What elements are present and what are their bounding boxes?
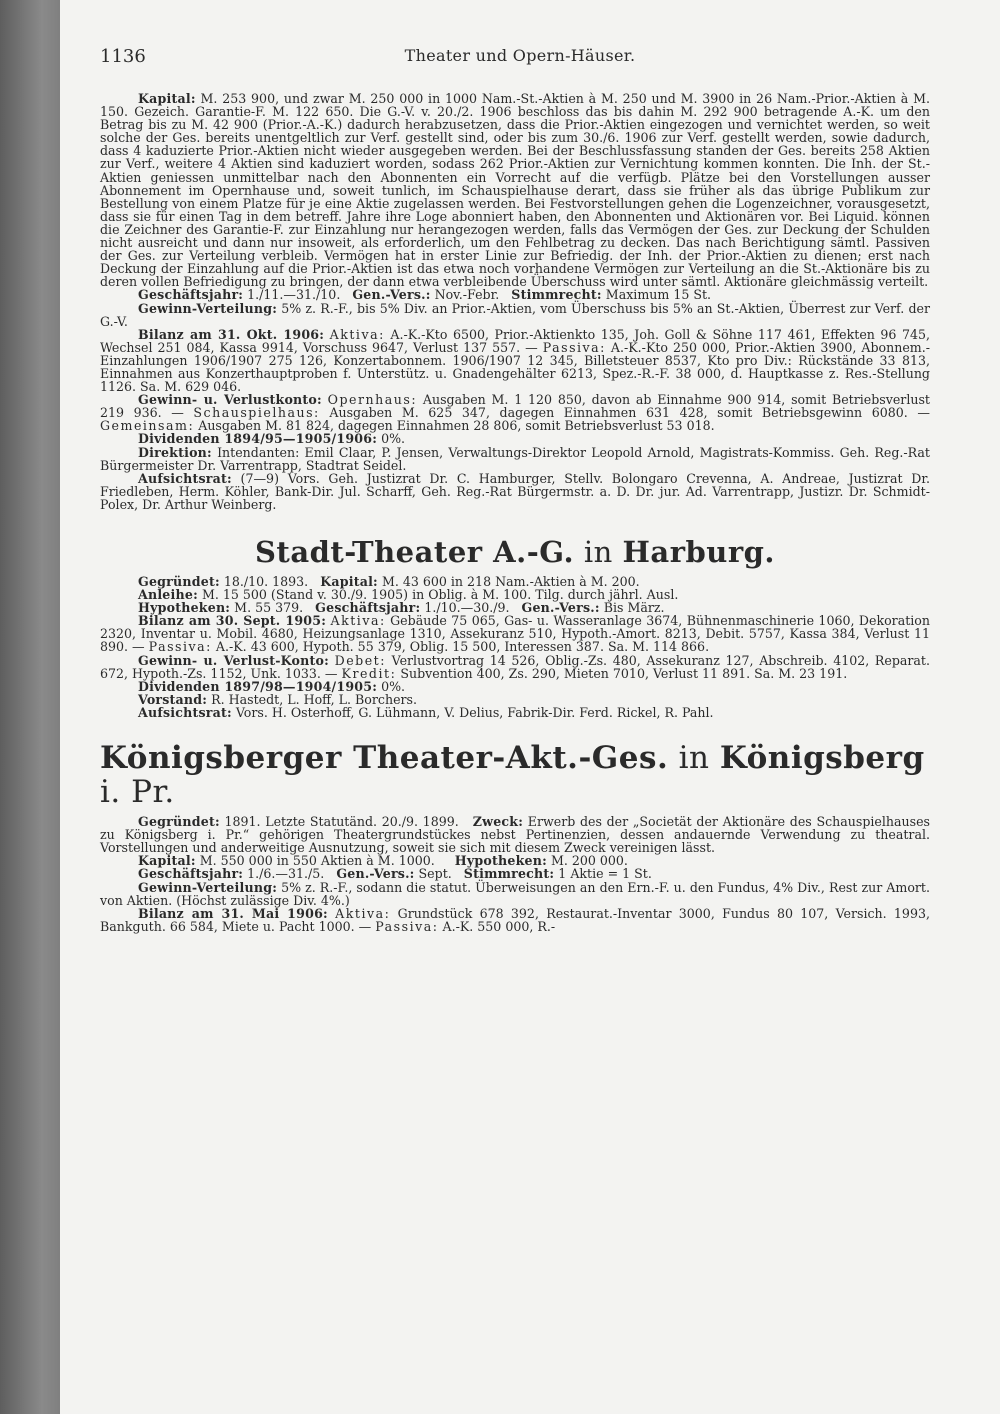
text: Maximum 15 St. (605, 287, 712, 303)
label: Bilanz am 30. Sept. 1905: (138, 613, 327, 629)
text: 18./10. 1893. (223, 574, 309, 589)
text: M. 43 600 in 218 Nam.-Aktien à M. 200. (381, 574, 640, 589)
text: 5% z. R.-F., sodann die statut. Überweisungen an den Ern.-F. u. den Fundus, 4% Div., Rest zur Amort. von Aktien. (Höchst zulässige Div. 4%.) (100, 879, 930, 908)
gegruendet-paragraph (100, 815, 930, 854)
text: M. 55 379. (234, 600, 304, 616)
label: Gemeinsam: (100, 418, 195, 434)
label: Debet: (334, 652, 386, 668)
label: Geschäftsjahr: (315, 600, 421, 616)
label: Kapital: (320, 574, 378, 589)
label: Gegründet: (138, 574, 220, 589)
text: Grundstück 678 392, Restaurat.-Inventar 3000, Fundus 80 107, Versich. 1993, Bankguth. 66 584, Miete u. Pacht 1000. — (100, 905, 930, 934)
label: Stimmrecht: (511, 287, 602, 303)
label: Geschäftsjahr: (138, 287, 244, 303)
text: 5% z. R.-F., bis 5% Div. an Prior.-Aktien, vom Überschuss bis 5% an St.-Aktien, Überrest zur Verf. der G.-V. (100, 300, 930, 329)
bilanz-paragraph: Bilanz am 31. Okt. 1906: Aktiva: A.-K.-Kto 6500, Prior.-Aktienkto 135, Joh. Goll & Söhne 117 461, Effekten 96 745, Wechsel 251 084, Kassa 9914, Vorschuss 9647, Verlust 137 557. — Passiva: A.-K.-Kto 250 000, Prior.-Aktien 3900, Abonnem.-Einzahlungen 1906/1907 275 126, Konzertabonnem. 1906/1907 12 345, Billetsteuer 8537, Kto pro Div.: Rückstände 33 813, Einnahmen aus Konzerthauptproben f. Unterstütz. u. Gnadengehälter 6213, Spez.-R.-F. 38 000, d. Hauptkasse z. Res.-Stellung 1126. Sa. M. 629 046. (100, 326, 930, 395)
aufsichtsrat-paragraph (100, 706, 930, 719)
label: Kapital: (138, 91, 196, 106)
aufsichtsrat-paragraph (100, 472, 930, 511)
label: Gegründet: (138, 814, 220, 830)
label: Gen.-Vers.: (336, 866, 415, 882)
label: Geschäftsjahr: (138, 866, 244, 882)
label: Gewinn- u. Verlust-Konto: (138, 652, 329, 668)
label: Dividenden 1897/98—1904/1905: (138, 678, 378, 694)
text: Verlustvortrag 14 526, Oblig.-Zs. 480, Assekuranz 127, Abschreib. 4102, Reparat. 672, Hypoth.-Zs. 1152, Unk. 1033. — (100, 652, 930, 681)
text: A.-K.-Kto 250 000, Prior.-Aktien 3900, Abonnem.-Einzahlungen 1906/1907 275 126, Konzertabonnem. 1906/1907 12 345, Billetsteuer 8537, Kto pro Div.: Rückstände 33 813, Einnahmen aus Konzerthauptproben f. Unterstütz. u. Gnadengehälter 6213, Spez.-R.-F. 38 000, d. Hauptkasse z. Res.-Stellung 1126. Sa. M. 629 046. (100, 339, 930, 395)
gewinn-verteilung-paragraph (100, 881, 930, 907)
label: Hypotheken: (454, 853, 547, 869)
label: Aktiva: (330, 613, 386, 629)
text: 0%. (381, 678, 406, 694)
label: Gewinn- u. Verlustkonto: (138, 392, 322, 408)
label: Gewinn-Verteilung: (138, 300, 278, 316)
direktion-paragraph (100, 446, 930, 472)
label: Aktiva: (329, 326, 385, 342)
text: A.-K. 43 600, Hypoth. 55 379, Oblig. 15 500, Interessen 387. Sa. M. 114 866. (215, 639, 710, 655)
heading-part: in (678, 740, 710, 777)
guv-paragraph (100, 654, 930, 680)
text: (7—9) Vors. Geh. Justizrat Dr. C. Hamburger, Stellv. Bolongaro Crevenna, A. Andreae, Justizrat Dr. Friedleben, Herm. Köhler, Bank-Dir. Jul. Scharff, Geh. Reg.-Rat Bürgermstr. a. D. Dr. jur. Ad. Varrentrapp, Justizr. Dr. Schmidt-Polex, Dr. Arthur Weinberg. (100, 470, 930, 512)
label: Gewinn-Verteilung: (138, 879, 278, 895)
text: M. 200 000. (550, 853, 628, 869)
page-body (100, 92, 930, 933)
label: Zweck: (472, 814, 524, 830)
text: 1891. Letzte Statutänd. 20./9. 1899. (224, 814, 459, 830)
text: 1 Aktie = 1 St. (558, 866, 652, 882)
text: Erwerb des der „Societät der Aktionäre des Schauspielhauses zu Königsberg i. Pr.“ gehörigen Theatergrundstückes nebst Pertinenzien, dessen andauernde Verwendung zu theatral. Vorstellungen und anderweitige Ausnutzung, soweit sie sich mit diesem Zweck vereinigen lässt. (100, 814, 930, 856)
text: 1./10.—30./9. (424, 600, 510, 616)
heading-part: Stadt-Theater A.-G. (254, 535, 575, 569)
text: Ausgaben M. 625 347, dagegen Einnahmen 631 428, somit Betriebsgewinn 6080. — (329, 405, 930, 421)
heading-part: i. Pr. (100, 774, 175, 811)
label: Bilanz am 31. Mai 1906: (138, 905, 328, 921)
label: Opernhaus: (327, 392, 418, 408)
section-heading-koenigsberg (100, 741, 930, 809)
section-heading-harburg (100, 535, 930, 569)
document-page (60, 0, 1000, 1414)
text: Subvention 400, Zs. 290, Mieten 7010, Verlust 11 891. Sa. M. 23 191. (400, 665, 848, 681)
page-number: 1136 (100, 46, 146, 67)
text: A.-K.-Kto 6500, Prior.-Aktienkto 135, Joh. Goll & Söhne 117 461, Effekten 96 745, Wechsel 251 084, Kassa 9914, Vorschuss 9647, Verlust 137 557. (100, 326, 930, 355)
label: Bilanz am 31. Okt. 1906: (138, 326, 325, 342)
label: Stimmrecht: (463, 866, 555, 882)
text: A.-K. 550 000, R.- (442, 918, 556, 934)
heading-part: Königsberg (719, 740, 925, 777)
label: Schauspielhaus: (193, 405, 320, 421)
text: Nov.-Febr. (434, 287, 500, 303)
text: Sept. (418, 866, 452, 882)
text: 1./6.—31./5. (247, 866, 325, 882)
text: Vors. H. Osterhoff, G. Lühmann, V. Delius, Fabrik-Dir. Ferd. Rickel, R. Pahl. (235, 704, 714, 720)
page-header (100, 46, 940, 70)
text: 0%. (381, 431, 406, 447)
text: R. Hastedt, L. Hoff, L. Borchers. (211, 691, 418, 707)
heading-part: Königsberger Theater-Akt.-Ges. (100, 740, 669, 777)
kapital-paragraph (100, 92, 930, 288)
text: Ausgaben M. 1 120 850, davon ab Einnahme 900 914, somit Betriebsverlust 219 936. — (100, 392, 930, 421)
label: Gen.-Vers.: (352, 287, 431, 303)
label: Gen.-Vers.: (521, 600, 600, 616)
label: Direktion: (138, 444, 212, 460)
text: Ausgaben M. 81 824, dagegen Einnahmen 28 806, somit Betriebsverlust 53 018. (198, 418, 715, 434)
text: M. 550 000 in 550 Aktien à M. 1000. (199, 853, 435, 869)
bilanz-paragraph (100, 614, 930, 653)
label: Anleihe: (138, 587, 198, 603)
label: Kredit: (341, 665, 397, 681)
gewinn-verteilung-paragraph (100, 302, 930, 328)
label: Hypotheken: (138, 600, 231, 616)
text: Gebäude 75 065, Gas- u. Wasseranlage 3674, Bühnenmaschinerie 1060, Dekoration 2320, Inventar u. Mobil. 4680, Heizungsanlage 1310, Assekuranz 510, Hypoth.-Amort. 8213, Debit. 5757, Kassa 384, Verlust 11 890. — (100, 613, 930, 655)
label: Passiva: (375, 918, 439, 934)
label: Aufsichtsrat: (138, 470, 232, 486)
running-title: Theater und Opern-Häuser. (404, 46, 636, 65)
text: 1./11.—31./10. (247, 287, 341, 303)
text: Intendanten: Emil Claar, P. Jensen, Verwaltungs-Direktor Leopold Arnold, Magistrats-Kommiss. Geh. Reg.-Rat Bürgermeister Dr. Varrentrapp, Stadtrat Seidel. (100, 444, 930, 473)
bilanz-paragraph (100, 907, 930, 933)
text: M. 15 500 (Stand v. 30./9. 1905) in Oblig. à M. 100. Tilg. durch jährl. Ausl. (201, 587, 679, 603)
label: Passiva: (542, 339, 606, 355)
heading-part: in (583, 535, 613, 569)
text: Bis März. (603, 600, 665, 616)
label: Aufsichtsrat: (138, 704, 232, 720)
label: Aktiva: (335, 905, 391, 921)
heading-part: Harburg. (622, 535, 775, 569)
text: M. 253 900, und zwar M. 250 000 in 1000 Nam.-St.-Aktien à M. 250 und M. 3900 in 26 Nam.-Prior.-Aktien à M. 150. Gezeich. Garantie-F. M. 122 650. Die G.-V. v. 20./2. 1906 beschloss das bis dahin M. 292 900 betragende A.-K. um den Betrag bis zu M. 42 900 (Prior.-A.-K.) dadurch herabzusetzen, dass die Prior.-Aktien eingezogen und vernichtet werden, so weit solche der Ges. bereits unentgeltlich zur Verf. gestellt sind, oder bis zum 30./6. 1906 zur Verf. gestellt werden, sowie dadurch, dass 4 kaduzierte Prior.-Aktien nicht wieder ausgegeben werden. Bei der Beschlussfassung standen der Ges. bereits 258 Aktien zur Verf., weitere 4 Aktien sind kaduziert worden, sodass 262 Prior.-Aktien zur Vernichtung kommen konnten. Die Inh. der St.-Aktien geniessen unmittelbar nach den Abonnenten ein Vorrecht auf die verfügb. Plätze bei den Vorstellungen ausser Abonnement im Opernhause und, soweit tunlich, im Schauspielhause derart, dass sie früher als das übrige Publikum zur Bestellung von einem Platze für je eine Aktie zugelassen werden. Bei Festvorstellungen gehen die Logenzeichner, vorausgesetzt, dass sie für einen Tag in dem betreff. Jahre ihre Loge abonniert haben, den Abonnenten und Aktionären vor. Bei Liquid. können die Zeichner des Garantie-F. zur Einzahlung nur herangezogen werden, falls das Vermögen der Ges. zur Deckung der Schulden nicht ausreicht und dann nur insoweit, als erforderlich, um den Fehlbetrag zu decken. Das nach Berichtigung sämtl. Passiven der Ges. zur Verteilung verbleib. Vermögen hat in erster Linie zur Befriedig. der Inh. der Prior.-Aktien zu dienen; erst nach Deckung der Einzahlung auf die Prior.-Aktien ist das etwa noch vorhandene Vermögen zur Verteilung an die St.-Aktionäre bis zu deren vollen Befriedigung zu bringen, der dann etwa verbleibende Überschuss wird unter sämtl. Aktionäre gleichmässig verteilt. (100, 91, 930, 290)
label: Passiva: (148, 639, 212, 655)
label: Kapital: (138, 853, 196, 869)
label: Dividenden 1894/95—1905/1906: (138, 431, 378, 447)
label: Vorstand: (138, 691, 208, 707)
guv-paragraph (100, 393, 930, 432)
